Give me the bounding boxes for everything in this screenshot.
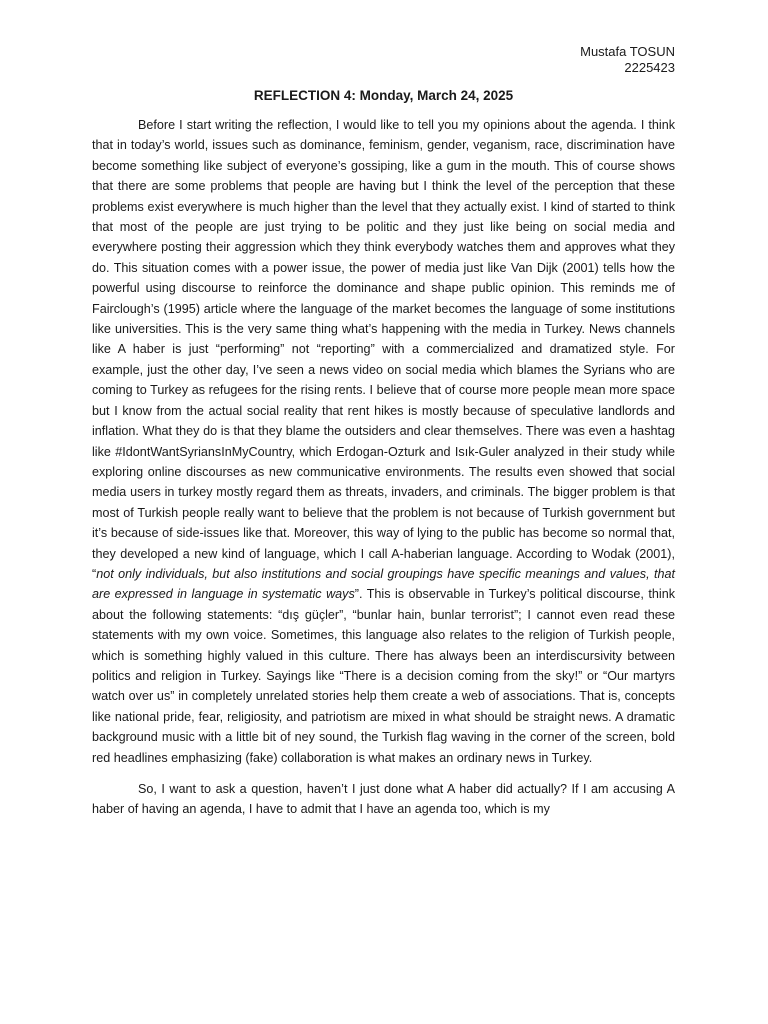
author-name: Mustafa TOSUN (580, 44, 675, 59)
body-paragraph-1 (92, 115, 675, 768)
body-paragraph-2: So, I want to ask a question, haven’t I just done what A haber did actually? If I am accusing A haber of having an agenda, I have to admit that I have an agenda too, which is my (92, 782, 675, 817)
paragraph-1-text-end: ”. This is observable in Turkey’s political discourse, think about the following statements: “dış güçler”, “bunlar hain, bunlar terrorist”; I cannot even read these statements with my own voice. Sometimes, this language also relates to the religion of Turkish people, which is something highly valued in this culture. There has always been an interdiscursivity between politics and religion in Turkey. Sayings like “There is a decision coming from the sky!” or “Our martyrs watch over us” in completely unrelated stories help them create a web of associations. That is, concepts like national pride, fear, religiosity, and patriotism are mixed in what should be straight news. A dramatic background music with a little bit of ney sound, the Turkish flag waving in the corner of the screen, bold red headlines emphasizing (fake) collaboration is what makes an ordinary news in Turkey. (92, 587, 675, 765)
document-page (92, 44, 675, 820)
student-id: 2225423 (624, 60, 675, 75)
paragraph-1-text-start: Before I start writing the reflection, I would like to tell you my opinions about the agenda. I think that in today’s world, issues such as dominance, feminism, gender, veganism, race, discrimination have become something like subject of everyone’s gossiping, like a gum in the mouth. This of course shows that there are some problems that people are having but I think the level of the perception that these problems exist everywhere is much higher than the level that they actually exist. I kind of started to think that most of the people are just trying to be politic and they just like being on social media and everywhere posting their aggression which they think everybody watches them and approves what they do. This situation comes with a power issue, the power of media just like Van Dijk (2001) tells how the powerful using discourse to reinforce the dominance and shape public opinion. This reminds me of Fairclough’s (1995) article where the language of the market becomes the language of some institutions like universities. This is the very same thing what’s happening with the media in Turkey. News channels like A haber is just “performing” not “reporting” with a commercialized and dramatized style. For example, just the other day, I’ve seen a news video on social media which blames the Syrians who are coming to Turkey as refugees for the rising rents. I believe that of course more people mean more space but I know from the actual social reality that rent hikes is mostly because of speculative landlords and inflation. What they do is that they blame the outsiders and clear themselves. There was even a hashtag like #IdontWantSyriansInMyCountry, which Erdogan-Ozturk and Isık-Guler analyzed in their study while exploring online discourses as new communicative environments. The results even showed that social media users in turkey mostly regard them as threats, invaders, and criminals. The bigger problem is that most of Turkish people really want to believe that the problem is not because of Turkish government but it’s because of side-issues like that. Moreover, this way of lying to the public has become so normal that, they developed a new kind of language, which I call A-haberian language. According to Wodak (2001), “ (92, 118, 675, 581)
wodak-quote: not only individuals, but also institutions and social groupings have specific meanings and values, that are expressed in language in systematic ways (92, 566, 675, 602)
document-title: REFLECTION 4: Monday, March 24, 2025 (253, 88, 514, 103)
author-block (92, 44, 675, 76)
